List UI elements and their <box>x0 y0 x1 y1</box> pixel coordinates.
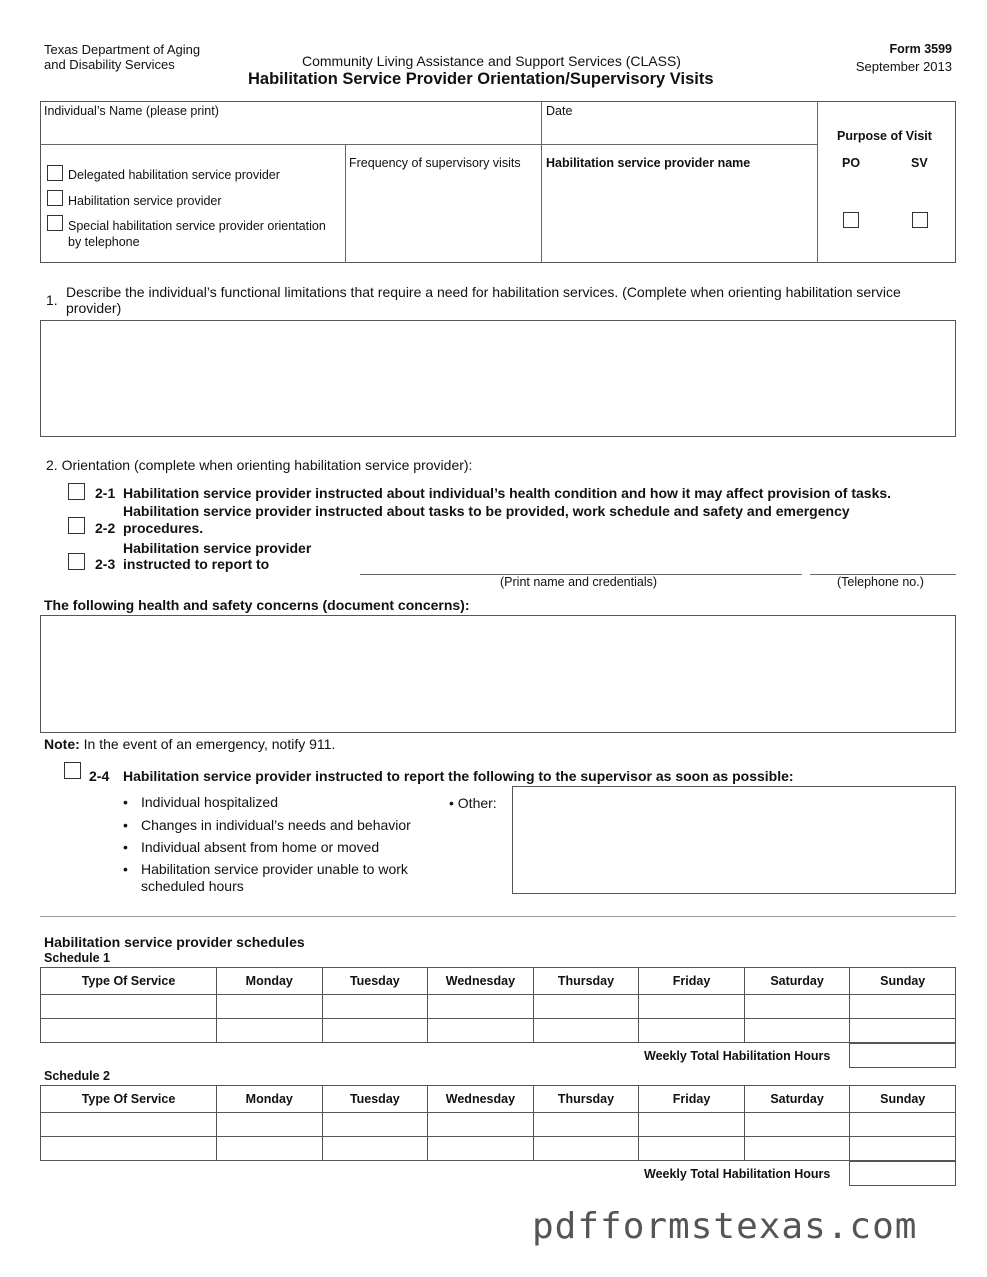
table-cell[interactable] <box>322 1137 428 1161</box>
frequency-field[interactable] <box>349 176 537 260</box>
table-cell[interactable] <box>41 1019 217 1043</box>
table-cell[interactable] <box>428 1113 534 1137</box>
date-label: Date <box>546 104 573 118</box>
col-type-of-service: Type Of Service <box>41 968 217 995</box>
table-cell[interactable] <box>850 1019 956 1043</box>
provider-name-field[interactable] <box>546 176 814 260</box>
bullet-icon: • <box>123 817 128 833</box>
schedule-2-weekly-total-field[interactable] <box>849 1161 956 1186</box>
schedule-1-weekly-total-label: Weekly Total Habilitation Hours <box>644 1049 831 1063</box>
col-sunday: Sunday <box>850 1086 956 1113</box>
table-cell[interactable] <box>533 1019 639 1043</box>
date-field[interactable] <box>546 118 814 142</box>
col-wednesday: Wednesday <box>428 1086 534 1113</box>
bullet-icon: • <box>449 795 458 811</box>
item-2-2-text-line1: Habilitation service provider instructed about tasks to be provided, work schedule and safety and emergency <box>123 503 850 519</box>
concerns-label: The following health and safety concerns (document concerns): <box>44 597 470 613</box>
item-2-4-text: Habilitation service provider instructed to report the following to the supervisor as soon as possible: <box>123 768 794 784</box>
table-row <box>41 1113 956 1137</box>
form-number: Form 3599 <box>889 42 952 56</box>
special-orientation-checkbox[interactable] <box>47 215 63 231</box>
col-thursday: Thursday <box>533 1086 639 1113</box>
section1-number: 1. <box>46 292 58 308</box>
table-cell[interactable] <box>217 1019 323 1043</box>
list-item: Individual hospitalized <box>141 794 278 810</box>
list-item: Individual absent from home or moved <box>141 839 380 855</box>
po-label: PO <box>842 156 861 170</box>
po-checkbox[interactable] <box>843 212 859 228</box>
bullet-icon: • <box>123 861 128 877</box>
special-orientation-label: Special habilitation service provider orientation <box>68 219 326 233</box>
col-monday: Monday <box>217 968 323 995</box>
print-name-caption: (Print name and credentials) <box>500 575 658 589</box>
table-cell[interactable] <box>744 995 850 1019</box>
table-cell[interactable] <box>322 995 428 1019</box>
section2-heading: 2. Orientation (complete when orienting habilitation service provider): <box>46 457 473 473</box>
delegated-provider-checkbox[interactable] <box>47 165 63 181</box>
col-type-of-service: Type Of Service <box>41 1086 217 1113</box>
emergency-note: Note: In the event of an emergency, notify 911. <box>44 736 336 752</box>
purpose-of-visit-label: Purpose of Visit <box>837 129 932 143</box>
section-divider <box>40 916 956 917</box>
table-cell[interactable] <box>639 1113 745 1137</box>
col-saturday: Saturday <box>744 1086 850 1113</box>
col-wednesday: Wednesday <box>428 968 534 995</box>
bullet-icon: • <box>123 839 128 855</box>
form-date: September 2013 <box>855 59 952 74</box>
functional-limitations-field[interactable] <box>40 320 956 437</box>
item-2-2-text-line2: procedures. <box>123 520 204 536</box>
col-friday: Friday <box>639 1086 745 1113</box>
table-cell[interactable] <box>41 1113 217 1137</box>
provider-label: Habilitation service provider <box>68 194 222 208</box>
item-2-1-text: Habilitation service provider instructed about individual’s health condition and how it may affect provision of tasks. <box>123 485 892 501</box>
schedule-2-weekly-total-label: Weekly Total Habilitation Hours <box>644 1167 831 1181</box>
col-monday: Monday <box>217 1086 323 1113</box>
agency-name-line2: and Disability Services <box>44 57 175 72</box>
sv-checkbox[interactable] <box>912 212 928 228</box>
list-item: Changes in individual’s needs and behavior <box>141 817 411 833</box>
section1-text-line1: Describe the individual’s functional limitations that require a need for habilitation services. (Complete when orienting habilitation service <box>66 284 901 300</box>
table-cell[interactable] <box>850 1113 956 1137</box>
table-cell[interactable] <box>533 995 639 1019</box>
schedule-2-table <box>40 1085 956 1161</box>
col-tuesday: Tuesday <box>322 1086 428 1113</box>
item-2-3-text-line2: instructed to report to <box>123 556 270 572</box>
watermark-text: pdfformstexas.com <box>532 1206 918 1247</box>
table-row <box>41 1019 956 1043</box>
table-cell[interactable] <box>322 1019 428 1043</box>
table-cell[interactable] <box>639 995 745 1019</box>
provider-name-label: Habilitation service provider name <box>546 156 751 170</box>
list-item-cont: scheduled hours <box>141 878 244 894</box>
other-label: • Other: <box>449 795 497 811</box>
item-2-3-checkbox[interactable] <box>68 553 85 570</box>
table-cell[interactable] <box>744 1137 850 1161</box>
schedules-heading: Habilitation service provider schedules <box>44 934 305 950</box>
provider-checkbox[interactable] <box>47 190 63 206</box>
table-cell[interactable] <box>428 1137 534 1161</box>
col-sunday: Sunday <box>850 968 956 995</box>
schedule-1-table <box>40 967 956 1043</box>
item-2-4-number: 2-4 <box>89 768 110 784</box>
table-cell[interactable] <box>639 1137 745 1161</box>
other-field[interactable] <box>512 786 956 894</box>
sv-label: SV <box>911 156 928 170</box>
item-2-1-checkbox[interactable] <box>68 483 85 500</box>
table-cell[interactable] <box>850 1137 956 1161</box>
individual-name-label: Individual’s Name (please print) <box>44 104 219 118</box>
program-name: Community Living Assistance and Support Services (CLASS) <box>302 53 681 69</box>
table-cell[interactable] <box>639 1019 745 1043</box>
table-cell[interactable] <box>217 1137 323 1161</box>
concerns-field[interactable] <box>40 615 956 733</box>
schedule-1-weekly-total-field[interactable] <box>849 1043 956 1068</box>
agency-name-line1: Texas Department of Aging <box>44 42 201 57</box>
col-tuesday: Tuesday <box>322 968 428 995</box>
form-title: Habilitation Service Provider Orientation/Supervisory Visits <box>248 70 714 88</box>
list-item: Habilitation service provider unable to work <box>141 861 408 877</box>
section1-text-line2: provider) <box>66 300 122 316</box>
table-cell[interactable] <box>744 1019 850 1043</box>
table-cell[interactable] <box>41 995 217 1019</box>
item-2-3-text-line1: Habilitation service provider <box>123 540 312 556</box>
col-thursday: Thursday <box>533 968 639 995</box>
bullet-icon: • <box>123 794 128 810</box>
table-cell[interactable] <box>428 995 534 1019</box>
item-2-1-number: 2-1 <box>95 485 116 501</box>
col-saturday: Saturday <box>744 968 850 995</box>
table-cell[interactable] <box>850 995 956 1019</box>
special-orientation-label-cont: by telephone <box>68 235 140 249</box>
table-row <box>41 995 956 1019</box>
item-2-4-checkbox[interactable] <box>64 762 81 779</box>
table-cell[interactable] <box>744 1113 850 1137</box>
table-cell[interactable] <box>322 1113 428 1137</box>
item-2-2-number: 2-2 <box>95 520 116 536</box>
table-cell[interactable] <box>217 1113 323 1137</box>
item-2-3-number: 2-3 <box>95 556 116 572</box>
table-row <box>41 1137 956 1161</box>
table-cell[interactable] <box>428 1019 534 1043</box>
delegated-provider-label: Delegated habilitation service provider <box>68 168 280 182</box>
table-cell[interactable] <box>217 995 323 1019</box>
telephone-caption: (Telephone no.) <box>837 575 924 589</box>
item-2-2-checkbox[interactable] <box>68 517 85 534</box>
table-cell[interactable] <box>533 1137 639 1161</box>
table-cell[interactable] <box>41 1137 217 1161</box>
individual-name-field[interactable] <box>44 118 538 142</box>
schedule-2-label: Schedule 2 <box>44 1069 110 1083</box>
col-friday: Friday <box>639 968 745 995</box>
schedule-1-label: Schedule 1 <box>44 951 110 965</box>
frequency-label: Frequency of supervisory visits <box>349 156 521 170</box>
table-cell[interactable] <box>533 1113 639 1137</box>
